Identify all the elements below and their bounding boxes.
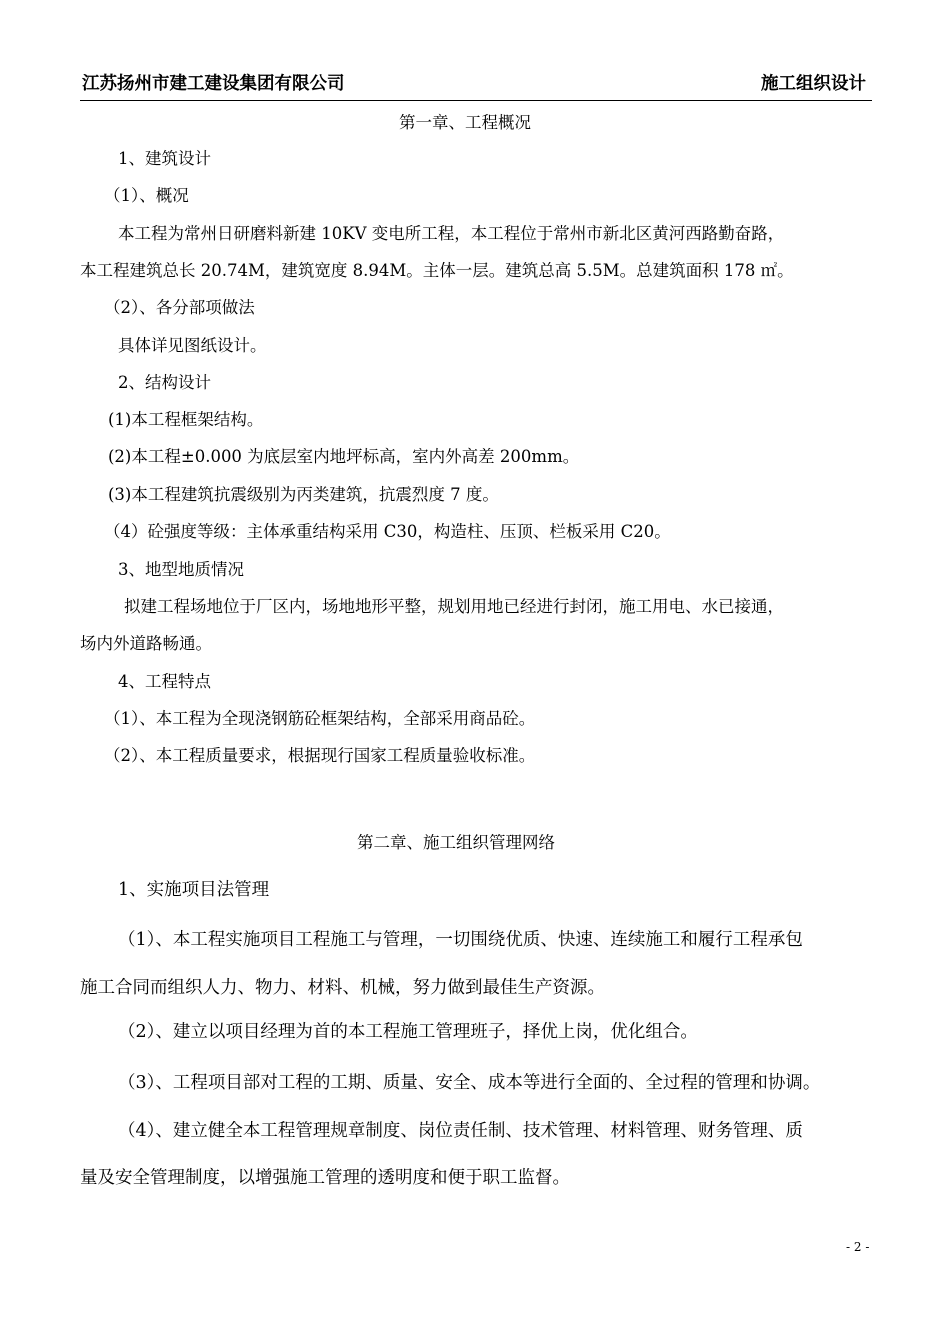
paragraph-line: （2）、建立以项目经理为首的本工程施工管理班子，择优上岗，优化组合。 xyxy=(118,1022,698,1042)
document-title: 施工组织设计 xyxy=(761,74,866,94)
section-heading: 1、实施项目法管理 xyxy=(118,880,270,900)
list-item: （1）、本工程为全现浇钢筋砼框架结构，全部采用商品砼。 xyxy=(104,709,536,728)
chapter1-title: 第一章、工程概况 xyxy=(399,113,531,132)
chapter2-title: 第二章、施工组织管理网络 xyxy=(357,833,555,852)
paragraph-line: 施工合同而组织人力、物力、材料、机械，努力做到最佳生产资源。 xyxy=(80,978,605,998)
list-item: (3)本工程建筑抗震级别为丙类建筑，抗震烈度 7 度。 xyxy=(108,485,499,504)
company-name: 江苏扬州市建工建设集团有限公司 xyxy=(82,74,345,94)
page-header xyxy=(80,66,872,101)
paragraph-line: 本工程建筑总长 20.74M，建筑宽度 8.94M。主体一层。建筑总高 5.5M。总建筑面积 178 ㎡。 xyxy=(80,261,794,280)
list-item: （2）、本工程质量要求，根据现行国家工程质量验收标准。 xyxy=(104,746,536,765)
subsection-heading: （2）、各分部项做法 xyxy=(104,298,255,317)
paragraph-line: （1）、本工程实施项目工程施工与管理，一切围绕优质、快速、连续施工和履行工程承包 xyxy=(118,930,803,950)
paragraph-line: （4）、建立健全本工程管理规章制度、岗位责任制、技术管理、材料管理、财务管理、质 xyxy=(118,1121,803,1141)
paragraph-line: 本工程为常州日研磨料新建 10KV 变电所工程，本工程位于常州市新北区黄河西路勤奋路， xyxy=(118,224,785,243)
paragraph-line: 量及安全管理制度，以增强施工管理的透明度和便于职工监督。 xyxy=(80,1168,570,1188)
page-number: - 2 - xyxy=(846,1240,870,1254)
list-item: (2)本工程±0.000 为底层室内地坪标高，室内外高差 200mm。 xyxy=(108,447,580,466)
section-heading: 2、结构设计 xyxy=(118,373,211,392)
paragraph-line: 具体详见图纸设计。 xyxy=(118,336,267,355)
section-heading: 4、工程特点 xyxy=(118,672,211,691)
section-heading: 1、建筑设计 xyxy=(118,149,211,168)
section-heading: 3、地型地质情况 xyxy=(118,560,244,579)
list-item: (1)本工程框架结构。 xyxy=(108,410,264,429)
paragraph-line: 场内外道路畅通。 xyxy=(80,634,212,653)
list-item: （4）砼强度等级：主体承重结构采用 C30，构造柱、压顶、栏板采用 C20。 xyxy=(104,522,671,541)
paragraph-line: （3）、工程项目部对工程的工期、质量、安全、成本等进行全面的、全过程的管理和协调。 xyxy=(118,1073,821,1093)
paragraph-line: 拟建工程场地位于厂区内，场地地形平整，规划用地已经进行封闭，施工用电、水已接通， xyxy=(124,597,784,616)
subsection-heading: （1）、概况 xyxy=(104,186,189,205)
